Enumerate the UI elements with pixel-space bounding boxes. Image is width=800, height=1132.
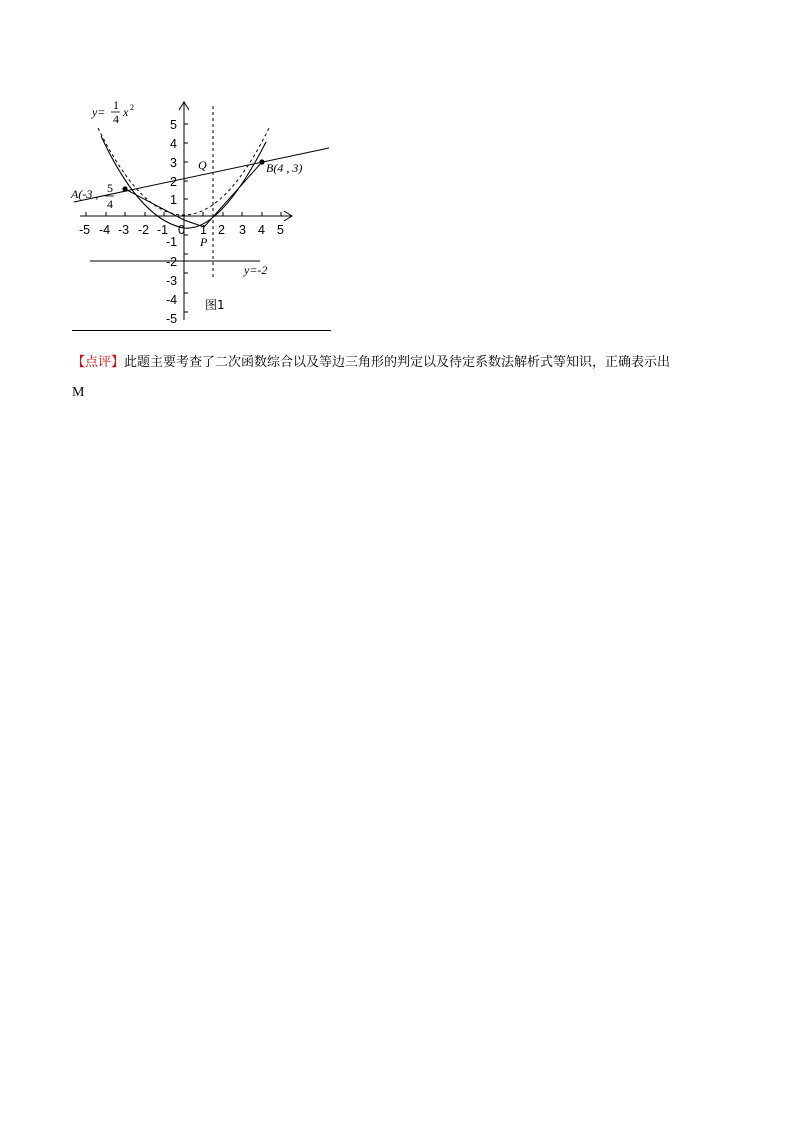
svg-text:2: 2	[218, 223, 225, 237]
y-tick-marks	[184, 124, 188, 312]
comment-continuation: M	[72, 385, 85, 400]
svg-text:4: 4	[258, 223, 265, 237]
parabola-label-den: 4	[113, 112, 119, 126]
parabola-label-y: y=	[92, 105, 106, 119]
svg-text:3: 3	[239, 223, 246, 237]
svg-text:0: 0	[178, 223, 185, 237]
point-q-label: Q	[198, 158, 207, 172]
parabola-label-x: x	[123, 105, 129, 119]
triangle-path	[125, 162, 262, 227]
svg-text:5: 5	[277, 223, 284, 237]
point-a-frac-den: 4	[107, 197, 113, 211]
point-b-label: B(4 , 3)	[266, 161, 303, 175]
svg-text:-3: -3	[166, 274, 178, 288]
point-a-frac-num: 5	[107, 181, 113, 195]
svg-text:2: 2	[170, 175, 177, 189]
point-p-label: P	[200, 235, 208, 249]
figure-caption: 图1	[205, 298, 225, 312]
svg-text:-3: -3	[118, 223, 130, 237]
svg-text:-5: -5	[79, 223, 91, 237]
comment-paragraph	[72, 344, 752, 406]
parabola-label-num: 1	[113, 98, 119, 112]
svg-text:-2: -2	[138, 223, 150, 237]
y-tick-labels-negative	[166, 235, 177, 326]
svg-text:4: 4	[170, 137, 177, 151]
x-tick-labels	[79, 223, 284, 237]
graph-figure	[70, 98, 332, 332]
svg-text:-5: -5	[166, 312, 178, 326]
svg-text:-2: -2	[166, 255, 178, 269]
comment-tag: 【点评】	[72, 355, 125, 370]
parabola-label-sup: 2	[130, 103, 134, 112]
svg-text:-1: -1	[166, 235, 178, 249]
svg-text:-4: -4	[166, 293, 178, 307]
svg-text:5: 5	[170, 118, 177, 132]
point-a-label: A(-3 ,	[71, 187, 99, 201]
point-a	[122, 186, 127, 191]
y-tick-labels-positive	[170, 118, 177, 207]
svg-text:1: 1	[200, 223, 207, 237]
divider	[72, 330, 331, 331]
svg-text:-1: -1	[157, 223, 169, 237]
svg-text:1: 1	[170, 193, 177, 207]
comment-text: 此题主要考查了二次函数综合以及等边三角形的判定以及待定系数法解析式等知识，正确表示出	[124, 355, 671, 370]
svg-text:-4: -4	[99, 223, 111, 237]
svg-text:3: 3	[170, 156, 177, 170]
line-y-minus-2-label: y=-2	[244, 263, 268, 277]
point-b	[259, 159, 264, 164]
